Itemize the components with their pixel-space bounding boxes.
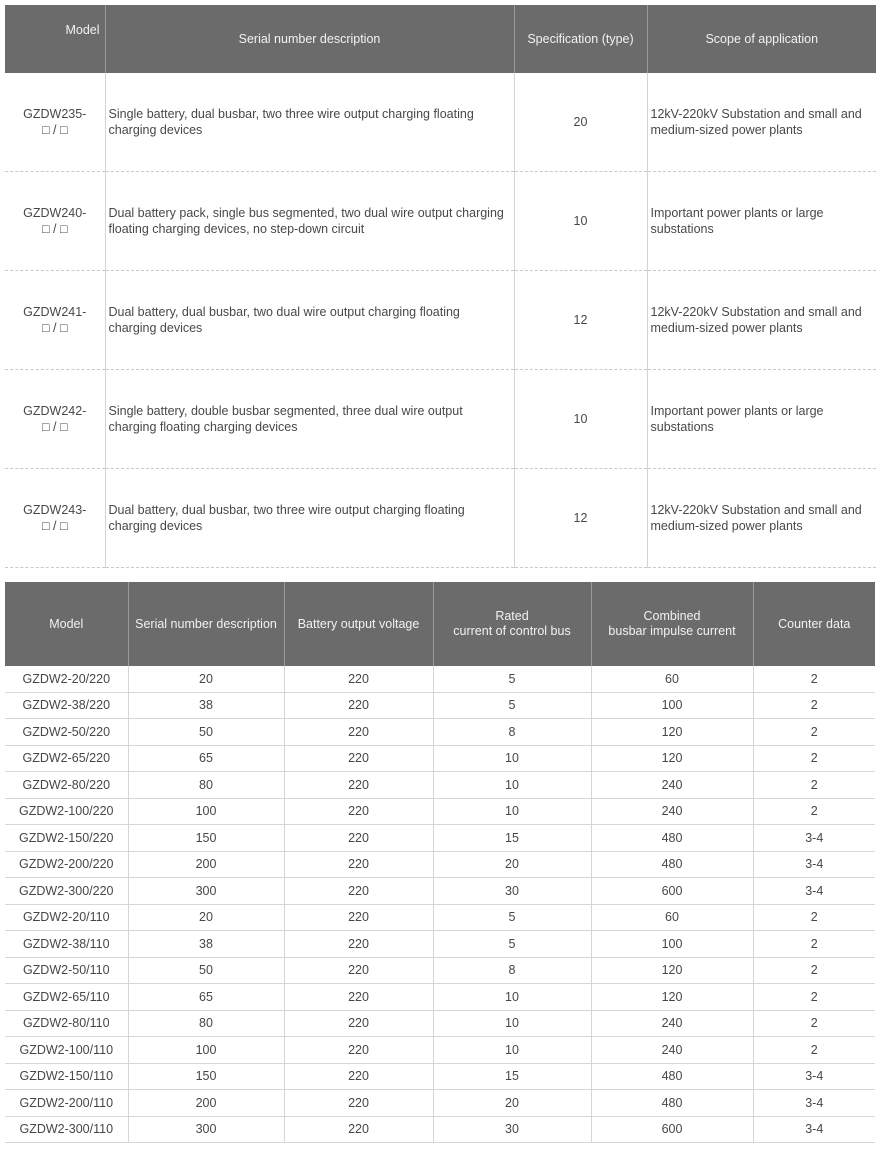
combined-current-cell: 480 — [591, 851, 753, 878]
voltage-cell: 220 — [284, 798, 433, 825]
voltage-cell: 220 — [284, 825, 433, 852]
counter-cell: 2 — [753, 1037, 875, 1064]
scope-cell: 12kV-220kV Substation and small and medium-sized power plants — [647, 271, 876, 370]
spec-cell: 10 — [514, 370, 647, 469]
table-row — [5, 825, 875, 852]
rated-current-cell: 30 — [433, 878, 591, 905]
table-row — [5, 469, 876, 568]
table-row — [5, 851, 875, 878]
serial-cell: 100 — [128, 1037, 284, 1064]
serial-cell: 200 — [128, 851, 284, 878]
combined-current-cell: 120 — [591, 745, 753, 772]
header-rated-line1: Rated — [495, 609, 529, 623]
model-cell: GZDW2-50/220 — [5, 719, 128, 746]
rated-current-cell: 8 — [433, 719, 591, 746]
table-row — [5, 984, 875, 1011]
rated-current-cell: 15 — [433, 825, 591, 852]
rated-current-cell: 10 — [433, 1010, 591, 1037]
counter-cell: 3-4 — [753, 1116, 875, 1143]
scope-cell: Important power plants or large substations — [647, 370, 876, 469]
voltage-cell: 220 — [284, 772, 433, 799]
combined-current-cell: 120 — [591, 957, 753, 984]
serial-cell: 65 — [128, 745, 284, 772]
rated-current-cell: 10 — [433, 1037, 591, 1064]
combined-current-cell: 120 — [591, 984, 753, 1011]
counter-cell: 3-4 — [753, 825, 875, 852]
rated-current-cell: 5 — [433, 692, 591, 719]
voltage-cell: 220 — [284, 984, 433, 1011]
header-specification: Specification (type) — [514, 5, 647, 73]
model-cell: GZDW2-80/220 — [5, 772, 128, 799]
model-suffix: □ / □ — [41, 321, 68, 335]
counter-cell: 2 — [753, 772, 875, 799]
rated-current-cell: 10 — [433, 798, 591, 825]
table-row — [5, 904, 875, 931]
model-cell: GZDW2-80/110 — [5, 1010, 128, 1037]
serial-cell: 50 — [128, 719, 284, 746]
model-name: GZDW235- — [23, 107, 87, 121]
voltage-cell: 220 — [284, 1116, 433, 1143]
rated-current-cell: 5 — [433, 666, 591, 692]
table-row — [5, 1116, 875, 1143]
model-cell: GZDW2-150/220 — [5, 825, 128, 852]
header-serial-description: Serial number description — [105, 5, 514, 73]
table-row — [5, 271, 876, 370]
models-table — [5, 5, 876, 568]
voltage-cell: 220 — [284, 904, 433, 931]
counter-cell: 3-4 — [753, 851, 875, 878]
voltage-cell: 220 — [284, 1063, 433, 1090]
model-suffix: □ / □ — [41, 123, 68, 137]
rated-current-cell: 10 — [433, 772, 591, 799]
combined-current-cell: 120 — [591, 719, 753, 746]
serial-cell: 80 — [128, 1010, 284, 1037]
counter-cell: 2 — [753, 745, 875, 772]
header-combined-line2: busbar impulse current — [608, 624, 736, 638]
model-cell: GZDW2-38/220 — [5, 692, 128, 719]
voltage-cell: 220 — [284, 692, 433, 719]
model-cell: GZDW2-300/110 — [5, 1116, 128, 1143]
voltage-cell: 220 — [284, 957, 433, 984]
ratings-table-header-row — [5, 582, 875, 666]
rated-current-cell: 10 — [433, 745, 591, 772]
header-combined-current — [591, 582, 753, 666]
table-row — [5, 692, 875, 719]
combined-current-cell: 240 — [591, 772, 753, 799]
combined-current-cell: 480 — [591, 825, 753, 852]
rated-current-cell: 5 — [433, 931, 591, 958]
voltage-cell: 220 — [284, 851, 433, 878]
table-row — [5, 772, 875, 799]
description-cell: Single battery, double busbar segmented, three dual wire output charging floating charging devices — [105, 370, 514, 469]
header-counter-data: Counter data — [753, 582, 875, 666]
description-cell: Single battery, dual busbar, two three wire output charging floating charging devices — [105, 73, 514, 172]
rated-current-cell: 20 — [433, 1090, 591, 1117]
combined-current-cell: 480 — [591, 1090, 753, 1117]
voltage-cell: 220 — [284, 666, 433, 692]
counter-cell: 2 — [753, 666, 875, 692]
voltage-cell: 220 — [284, 1090, 433, 1117]
table-row — [5, 878, 875, 905]
rated-current-cell: 30 — [433, 1116, 591, 1143]
counter-cell: 2 — [753, 719, 875, 746]
spec-cell: 12 — [514, 271, 647, 370]
serial-cell: 50 — [128, 957, 284, 984]
counter-cell: 3-4 — [753, 878, 875, 905]
voltage-cell: 220 — [284, 931, 433, 958]
description-cell: Dual battery, dual busbar, two three wire output charging floating charging devices — [105, 469, 514, 568]
table-row — [5, 172, 876, 271]
voltage-cell: 220 — [284, 719, 433, 746]
rated-current-cell: 10 — [433, 984, 591, 1011]
model-name: GZDW241- — [23, 305, 87, 319]
ratings-table — [5, 582, 875, 1143]
serial-cell: 150 — [128, 825, 284, 852]
table-row — [5, 745, 875, 772]
model-cell — [5, 73, 105, 172]
model-name: GZDW240- — [23, 206, 87, 220]
table-row — [5, 719, 875, 746]
models-table-header-row — [5, 5, 876, 73]
combined-current-cell: 240 — [591, 1010, 753, 1037]
table-row — [5, 73, 876, 172]
voltage-cell: 220 — [284, 1037, 433, 1064]
model-cell: GZDW2-100/220 — [5, 798, 128, 825]
header-rated-current — [433, 582, 591, 666]
model-cell — [5, 172, 105, 271]
voltage-cell: 220 — [284, 1010, 433, 1037]
model-cell: GZDW2-100/110 — [5, 1037, 128, 1064]
table-row — [5, 1090, 875, 1117]
model-suffix: □ / □ — [41, 519, 68, 533]
serial-cell: 65 — [128, 984, 284, 1011]
model-name: GZDW242- — [23, 404, 87, 418]
model-cell: GZDW2-65/110 — [5, 984, 128, 1011]
model-suffix: □ / □ — [41, 222, 68, 236]
serial-cell: 38 — [128, 931, 284, 958]
model-cell: GZDW2-65/220 — [5, 745, 128, 772]
serial-cell: 20 — [128, 904, 284, 931]
spec-cell: 10 — [514, 172, 647, 271]
table-row — [5, 931, 875, 958]
counter-cell: 2 — [753, 798, 875, 825]
rated-current-cell: 15 — [433, 1063, 591, 1090]
spec-cell: 20 — [514, 73, 647, 172]
spec-cell: 12 — [514, 469, 647, 568]
table-row — [5, 798, 875, 825]
model-cell: GZDW2-50/110 — [5, 957, 128, 984]
counter-cell: 2 — [753, 931, 875, 958]
description-cell: Dual battery pack, single bus segmented, two dual wire output charging floating charging devices, no step-down circuit — [105, 172, 514, 271]
table-row — [5, 1010, 875, 1037]
scope-cell: Important power plants or large substations — [647, 172, 876, 271]
combined-current-cell: 600 — [591, 1116, 753, 1143]
model-cell: GZDW2-200/110 — [5, 1090, 128, 1117]
combined-current-cell: 100 — [591, 931, 753, 958]
serial-cell: 20 — [128, 666, 284, 692]
table-row — [5, 666, 875, 692]
model-cell: GZDW2-38/110 — [5, 931, 128, 958]
counter-cell: 2 — [753, 692, 875, 719]
model-suffix: □ / □ — [41, 420, 68, 434]
table-row — [5, 1037, 875, 1064]
combined-current-cell: 60 — [591, 904, 753, 931]
scope-cell: 12kV-220kV Substation and small and medium-sized power plants — [647, 73, 876, 172]
table-row — [5, 957, 875, 984]
serial-cell: 300 — [128, 1116, 284, 1143]
serial-cell: 38 — [128, 692, 284, 719]
serial-cell: 300 — [128, 878, 284, 905]
model-cell — [5, 271, 105, 370]
combined-current-cell: 60 — [591, 666, 753, 692]
model-cell — [5, 469, 105, 568]
table-row — [5, 1063, 875, 1090]
header-rated-line2: current of control bus — [453, 624, 571, 638]
description-cell: Dual battery, dual busbar, two dual wire output charging floating charging devices — [105, 271, 514, 370]
counter-cell: 2 — [753, 957, 875, 984]
combined-current-cell: 100 — [591, 692, 753, 719]
voltage-cell: 220 — [284, 878, 433, 905]
table-row — [5, 370, 876, 469]
counter-cell: 2 — [753, 904, 875, 931]
serial-cell: 200 — [128, 1090, 284, 1117]
counter-cell: 2 — [753, 1010, 875, 1037]
counter-cell: 2 — [753, 984, 875, 1011]
combined-current-cell: 240 — [591, 798, 753, 825]
rated-current-cell: 20 — [433, 851, 591, 878]
rated-current-cell: 5 — [433, 904, 591, 931]
header-serial-description: Serial number description — [128, 582, 284, 666]
model-cell — [5, 370, 105, 469]
serial-cell: 150 — [128, 1063, 284, 1090]
model-cell: GZDW2-150/110 — [5, 1063, 128, 1090]
counter-cell: 3-4 — [753, 1063, 875, 1090]
model-cell: GZDW2-200/220 — [5, 851, 128, 878]
model-cell: GZDW2-20/110 — [5, 904, 128, 931]
serial-cell: 100 — [128, 798, 284, 825]
header-battery-voltage: Battery output voltage — [284, 582, 433, 666]
model-cell: GZDW2-300/220 — [5, 878, 128, 905]
header-model: Model — [5, 582, 128, 666]
header-combined-line1: Combined — [643, 609, 701, 623]
scope-cell: 12kV-220kV Substation and small and medium-sized power plants — [647, 469, 876, 568]
voltage-cell: 220 — [284, 745, 433, 772]
header-scope: Scope of application — [647, 5, 876, 73]
rated-current-cell: 8 — [433, 957, 591, 984]
combined-current-cell: 240 — [591, 1037, 753, 1064]
model-name: GZDW243- — [23, 503, 87, 517]
model-cell: GZDW2-20/220 — [5, 666, 128, 692]
combined-current-cell: 480 — [591, 1063, 753, 1090]
counter-cell: 3-4 — [753, 1090, 875, 1117]
combined-current-cell: 600 — [591, 878, 753, 905]
serial-cell: 80 — [128, 772, 284, 799]
header-model: Model — [5, 5, 105, 73]
